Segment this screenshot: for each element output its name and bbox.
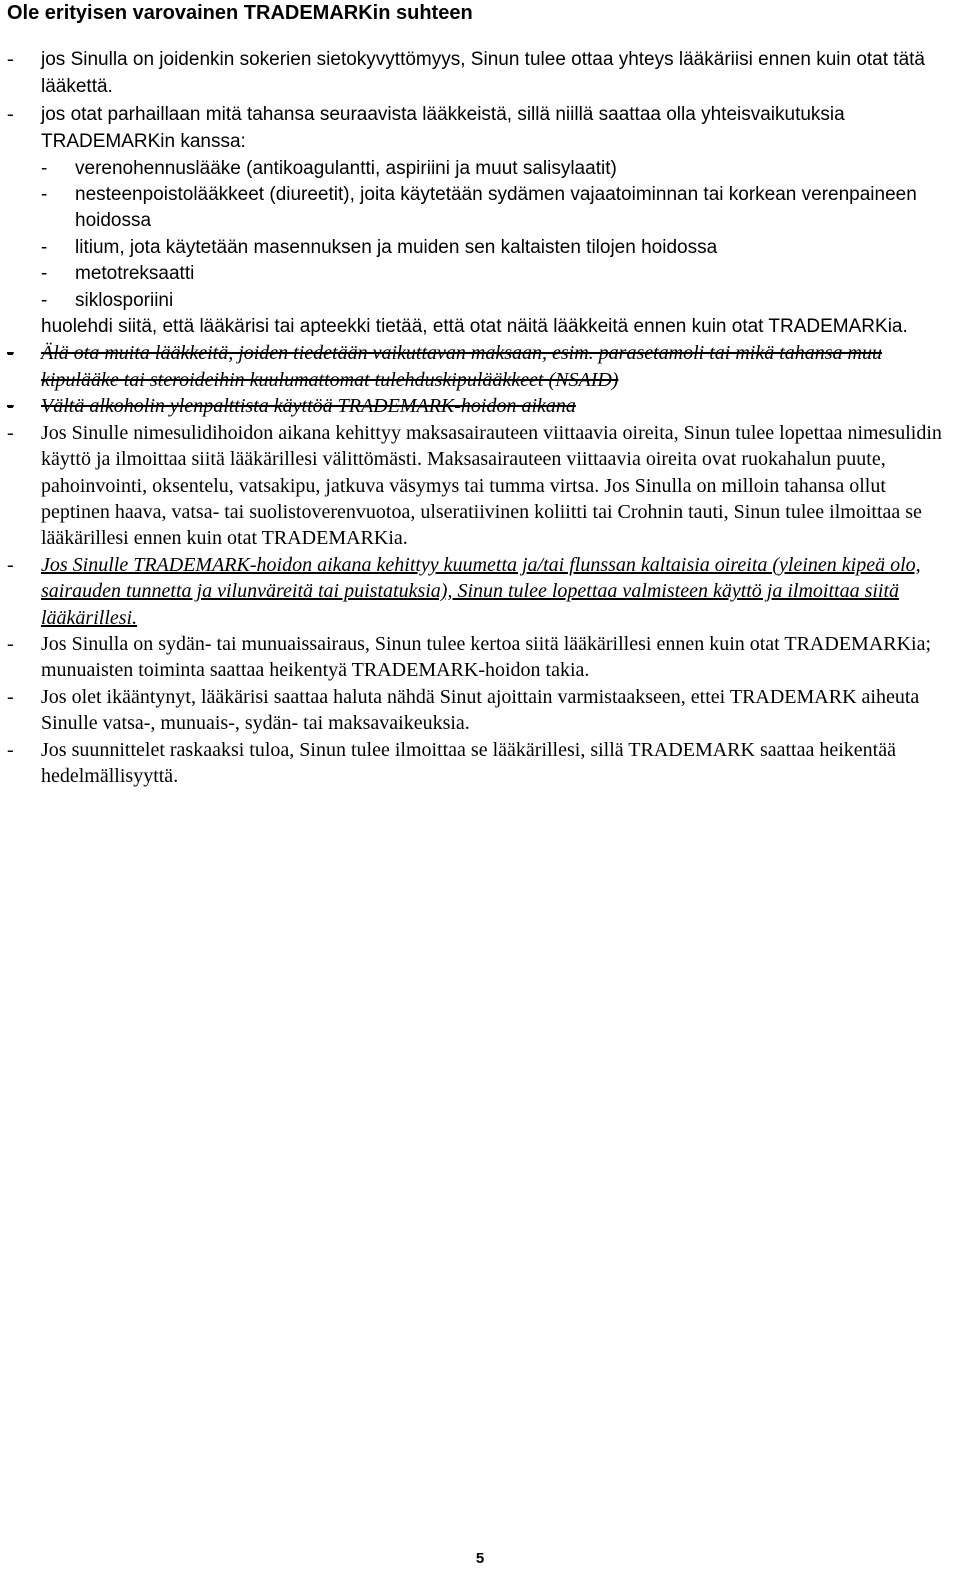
sub-list-item-text: nesteenpoistolääkkeet (diureetit), joita käytetään sydämen vajaatoiminnan tai korkean verenpaineen hoidossa	[75, 184, 917, 232]
document-page	[7, 0, 953, 789]
sub-list-item-text: siklosporiini	[75, 289, 174, 311]
list-dash: -	[41, 263, 48, 285]
list-dash: -	[7, 738, 14, 761]
list-item-text: Jos Sinulle nimesulidihoidon aikana kehittyy maksasairauteen viittaavia oireita, Sinun tulee lopettaa nimesulidin käyttö ja ilmoittaa siitä lääkärillesi välittömästi. Maksasairauteen viittaavia oireita ovat ruokahalun puute, pahoinvointi, oksentelu, vatsakipu, jatkuva väsymys tai tumma virtsa. Jos Sinulla on milloin tahansa ollut peptinen haava, vatsa- tai suolistoverenvuotoa, ulseratiivinen koliitti tai Crohnin tauti, Sinun tulee ilmoittaa se lääkärillesi ennen kuin otat TRADEMARKia.	[41, 421, 942, 550]
sub-list-item	[41, 156, 953, 182]
deleted-item-text: Vältä alkoholin ylenpalttista käyttöä TRADEMARK-hoidon aikana	[41, 395, 576, 418]
list-item-text: Jos suunnittelet raskaaksi tuloa, Sinun tulee ilmoittaa se lääkärillesi, sillä TRADEMARK saattaa heikentää hedelmällisyyttä.	[41, 738, 896, 787]
list-dash: -	[7, 685, 14, 708]
section-heading: Ole erityisen varovainen TRADEMARKin suhteen	[7, 2, 473, 24]
list-dash: -	[7, 395, 14, 418]
list-item-text: jos otat parhaillaan mitä tahansa seuraavista lääkkeistä, sillä niillä saattaa olla yhteisvaikutuksia TRADEMARKin kanssa:	[41, 103, 845, 153]
deleted-item-text: Älä ota muita lääkkeitä, joiden tiedetään vaikuttavan maksaan, esim. parasetamoli tai mikä tahansa muu kipulääke tai steroideihin kuulumattomat tulehduskipulääkkeet (NSAID)	[41, 342, 882, 391]
deleted-list-item	[7, 340, 953, 393]
list-dash: -	[7, 342, 14, 365]
list-dash: -	[7, 553, 14, 576]
list-item	[7, 684, 953, 737]
deleted-list-item	[7, 393, 953, 419]
page-number: 5	[475, 1550, 485, 1567]
list-dash: -	[7, 632, 14, 655]
list-item-text: jos Sinulla on joidenkin sokerien sietokyvyttömyys, Sinun tulee ottaa yhteys lääkäriisi ennen kuin otat tätä lääkettä.	[41, 49, 925, 98]
list-dash: -	[7, 421, 14, 444]
inserted-item-text: Jos Sinulle TRADEMARK-hoidon aikana kehittyy kuumetta ja/tai flunssan kaltaisia oireita (yleinen kipeä olo, sairauden tunnetta ja vilunväreitä tai puistatuksia), Sinun tulee lopettaa valmisteen käyttö ja ilmoittaa siitä lääkärillesi.	[41, 553, 921, 629]
sub-list-item	[41, 235, 953, 261]
sub-list-item-text: metotreksaatti	[75, 263, 195, 285]
inserted-list-item	[7, 552, 953, 631]
list-dash: -	[41, 157, 48, 179]
list-item-text: Jos olet ikääntynyt, lääkärisi saattaa haluta nähdä Sinut ajoittain varmistaakseen, ettei TRADEMARK aiheuta Sinulle vatsa-, munuais-, sydän- tai maksavaikeuksia.	[41, 685, 920, 735]
list-dash: -	[7, 102, 14, 125]
list-item	[7, 737, 953, 790]
list-item	[7, 631, 953, 684]
list-dash: -	[41, 289, 48, 311]
list-item	[7, 46, 953, 101]
list-item	[7, 420, 953, 552]
sub-list-item-text: verenohennuslääke (antikoagulantti, aspiriini ja muut salisylaatit)	[75, 157, 617, 179]
list-item	[7, 101, 953, 341]
sub-list-item	[41, 261, 953, 287]
sub-list-item-text: litium, jota käytetään masennuksen ja muiden sen kaltaisten tilojen hoidossa	[75, 236, 718, 258]
list-item-text: Jos Sinulla on sydän- tai munuaissairaus, Sinun tulee kertoa siitä lääkärillesi ennen kuin otat TRADEMARKia; munuaisten toiminta saattaa heikentyä TRADEMARK-hoidon takia.	[41, 632, 932, 682]
spacer	[7, 26, 953, 46]
sub-list-item	[41, 288, 953, 314]
list-dash: -	[41, 184, 48, 206]
list-dash: -	[7, 48, 14, 70]
sub-list-item	[41, 182, 953, 235]
list-dash: -	[41, 236, 48, 258]
after-list-text: huolehdi siitä, että lääkärisi tai apteekki tietää, että otat näitä lääkkeitä ennen kuin otat TRADEMARKia.	[41, 316, 908, 338]
